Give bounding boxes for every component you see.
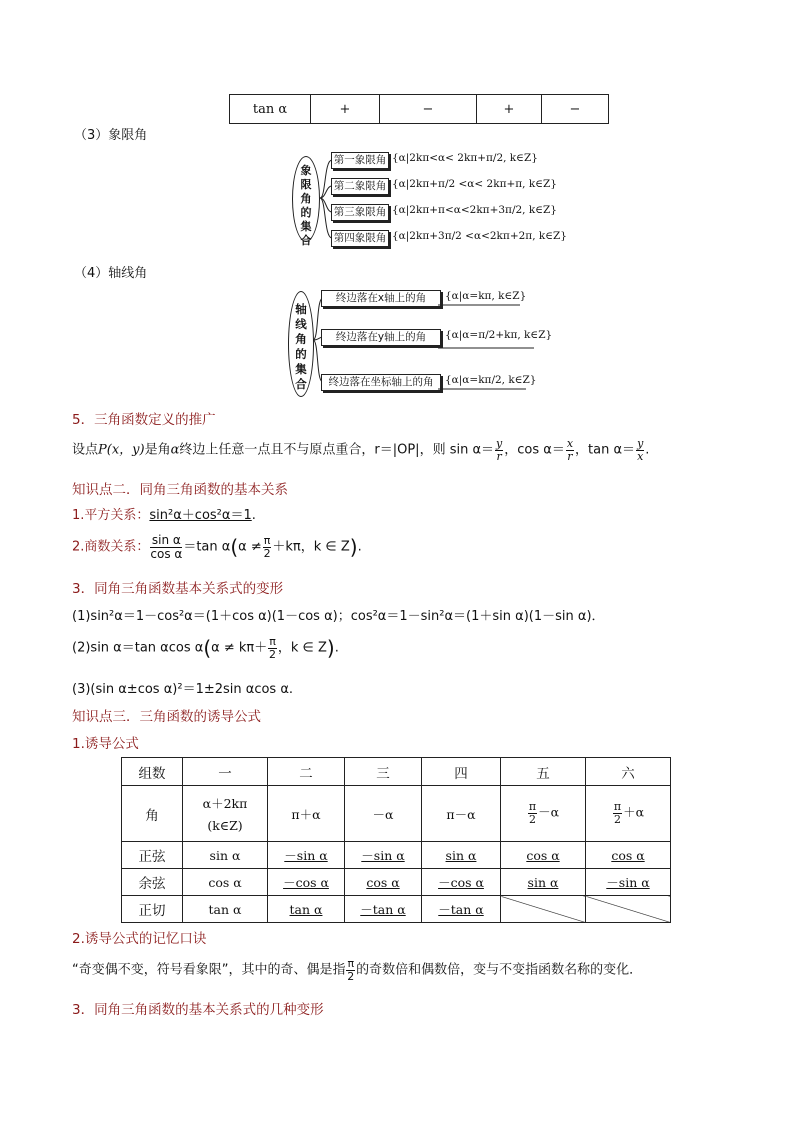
angle-5-fraction (528, 801, 537, 825)
k3-heading: 知识点三．三角函数的诱导公式 (72, 709, 261, 725)
sign-cell-label: tan α (230, 95, 311, 124)
mnemonic-text-a: “奇变偶不变，符号看象限”，其中的奇、偶是指 (72, 962, 346, 978)
group-cell: 五 (501, 758, 586, 786)
quadrant-set-3: {α|2kπ+π<α<2kπ+3π/2, k∈Z} (392, 204, 557, 216)
variant-denominator: 2 (269, 647, 277, 661)
table-row (122, 896, 671, 923)
axis-box-1: 终边落在x轴上的角 (321, 290, 441, 307)
mnemonic-fraction (346, 958, 355, 982)
variant-line-2: (2)sin α＝tan αcos α(α ≠ kπ＋ $\frac{\pi}{2}$ ，k ∈ Z). (72, 635, 339, 661)
induction-subheading: 1.诱导公式 (72, 736, 139, 752)
table-row (122, 869, 671, 896)
quotient-mid: ＝tan α (183, 539, 231, 555)
group-cell: 三 (345, 758, 422, 786)
cos-numerator: x (566, 437, 574, 450)
variant-line-2-cond: α ≠ kπ＋ (211, 640, 268, 656)
quotient-cond-numerator: π (263, 534, 271, 548)
tan-denominator: x (637, 449, 644, 463)
angle-cell: －α (345, 786, 422, 842)
sec5-point: P(x，y) (98, 442, 145, 458)
cosine-cell: cos α (345, 869, 422, 896)
angle-cell (586, 786, 671, 842)
sign-table (229, 94, 609, 124)
tangent-cell: －tan α (345, 896, 422, 923)
quotient-cond-denominator: 2 (263, 546, 271, 560)
sin-numerator: y (496, 437, 503, 450)
variants-subheading: 3．同角三角函数的基本关系式的几种变形 (72, 1002, 324, 1018)
angle-cell (183, 786, 268, 842)
quotient-cond: α ≠ (238, 539, 262, 555)
sine-cell: －sin α (268, 842, 345, 869)
axis-box-2: 终边落在y轴上的角 (321, 329, 441, 346)
variant-line-2-fraction (268, 636, 277, 660)
quadrant-heading: （3）象限角 (74, 128, 148, 143)
axis-set-2: {α|α=π/2+kπ, k∈Z} (445, 329, 553, 341)
cosine-cell: －sin α (586, 869, 671, 896)
sine-header: 正弦 (122, 842, 183, 869)
square-relation (72, 504, 256, 523)
angle-6-tail: ＋α (623, 805, 645, 820)
sign-cell: − (380, 95, 477, 124)
group-cell: 二 (268, 758, 345, 786)
tangent-cell-empty (586, 896, 671, 923)
tangent-cell: tan α (183, 896, 268, 923)
cosine-cell: cos α (183, 869, 268, 896)
induction-table (121, 757, 671, 923)
sign-cell: + (477, 95, 542, 124)
quotient-numerator: sin α (151, 533, 181, 547)
sine-cell: cos α (501, 842, 586, 869)
quotient-relation: 2.商数关系： $\frac{\text{sin α}}{\text{cos α}}$ ＝tan α(α ≠ $\frac{\pi}{2}$ ＋kπ，k ∈ Z). (72, 533, 362, 561)
tangent-header: 正切 (122, 896, 183, 923)
group-cell: 一 (183, 758, 268, 786)
angle-6-denominator: 2 (614, 813, 622, 826)
angle-1-formula: α＋2kπ (202, 796, 248, 811)
cosine-cell: sin α (501, 869, 586, 896)
quotient-label: 2.商数关系： (72, 539, 150, 555)
quadrant-set-4: {α|2kπ+3π/2 <α<2kπ+2π, k∈Z} (392, 230, 567, 242)
tan-numerator: y (637, 437, 644, 450)
sine-cell: －sin α (345, 842, 422, 869)
angle-cell: π＋α (268, 786, 345, 842)
quadrant-box-4: 第四象限角 (331, 230, 389, 247)
sin-fraction (495, 438, 503, 462)
quotient-cond: ＋kπ，k ∈ Z (272, 539, 350, 555)
sec5-text: ，tan α＝ (575, 442, 636, 458)
table-row (230, 95, 609, 124)
group-header: 组数 (122, 758, 183, 786)
cos-fraction (566, 438, 574, 462)
table-row (122, 842, 671, 869)
sin-denominator: r (496, 449, 502, 463)
axis-set-3: {α|α=kπ/2, k∈Z} (445, 374, 537, 386)
angle-5-numerator: π (528, 800, 537, 814)
sine-cell: cos α (586, 842, 671, 869)
group-cell: 六 (586, 758, 671, 786)
mnemonic-subheading: 2.诱导公式的记忆口诀 (72, 931, 207, 947)
quotient-fraction (150, 534, 182, 560)
tangent-cell: －tan α (422, 896, 501, 923)
quadrant-set-ellipse (292, 156, 320, 247)
sec5-heading: 5．三角函数定义的推广 (72, 412, 216, 428)
sec5-alpha: α (170, 442, 180, 458)
sine-cell: sin α (183, 842, 268, 869)
mnemonic-text (72, 958, 642, 982)
angle-cell (501, 786, 586, 842)
square-label: 1.平方关系： (72, 508, 150, 523)
cosine-cell: －cos α (268, 869, 345, 896)
mnemonic-denominator: 2 (347, 969, 355, 983)
variant-line-1: (1)sin²α＝1－cos²α＝(1＋cos α)(1－cos α)；cos²α＝1－sin²α＝(1＋sin α)(1－sin α)． (72, 609, 605, 624)
cosine-cell: －cos α (422, 869, 501, 896)
sine-cell: sin α (422, 842, 501, 869)
variant-line-2-text: (2)sin α＝tan αcos α (72, 640, 204, 656)
quotient-cond-fraction (263, 535, 272, 559)
axis-box-3: 终边落在坐标轴上的角 (321, 374, 441, 391)
variant-line-2-cond: ，k ∈ Z (277, 640, 327, 656)
tangent-cell: tan α (268, 896, 345, 923)
sign-cell: + (311, 95, 380, 124)
angle-5-denominator: 2 (529, 813, 537, 826)
quadrant-box-1: 第一象限角 (331, 152, 389, 169)
sec3-heading: 3．同角三角函数基本关系式的变形 (72, 581, 284, 597)
axis-underlines (438, 303, 538, 391)
quadrant-ellipse-label: 象限角的集合 (300, 164, 312, 247)
cosine-header: 余弦 (122, 869, 183, 896)
angle-1-condition: (k∈Z) (207, 818, 243, 833)
sign-cell: − (542, 95, 609, 124)
axis-set-ellipse (288, 291, 314, 397)
variant-line-3: (3)(sin α±cos α)²＝1±2sin αcos α. (72, 682, 294, 697)
group-cell: 四 (422, 758, 501, 786)
quadrant-box-2: 第二象限角 (331, 178, 389, 195)
mnemonic-numerator: π (347, 957, 355, 970)
sec5-text: ，cos α＝ (504, 442, 565, 458)
quadrant-set-1: {α|2kπ<α< 2kπ+π/2, k∈Z} (392, 152, 538, 164)
tangent-cell-empty (501, 896, 586, 923)
cos-denominator: r (567, 449, 573, 463)
sec5-definition (72, 438, 649, 462)
quotient-denominator: cos α (150, 546, 183, 561)
axis-ellipse-label: 轴线角的集合 (295, 302, 307, 391)
angle-header: 角 (122, 786, 183, 842)
quadrant-set-2: {α|2kπ+π/2 <α< 2kπ+π, k∈Z} (392, 178, 557, 190)
axis-set-1: {α|α=kπ, k∈Z} (445, 290, 527, 302)
mnemonic-text-b: 的奇数倍和偶数倍，变与不变指函数名称的变化． (356, 962, 643, 978)
sec5-text: 设点 (72, 442, 99, 458)
quotient-end: . (357, 539, 362, 555)
variant-line-2-end: . (334, 640, 339, 656)
angle-cell: π－α (422, 786, 501, 842)
sec5-end: . (645, 442, 650, 458)
variant-numerator: π (269, 635, 276, 648)
tan-fraction (636, 438, 644, 462)
square-end: . (251, 508, 256, 523)
k2-heading: 知识点二．同角三角函数的基本关系 (72, 482, 288, 498)
angle-6-numerator: π (613, 800, 622, 814)
sec5-text: 是角 (144, 442, 171, 458)
quadrant-box-3: 第三象限角 (331, 204, 389, 221)
table-row (122, 786, 671, 842)
sec5-text: 终边上任意一点且不与原点重合，r＝|OP|，则 sin α＝ (179, 442, 495, 458)
angle-6-fraction (613, 801, 622, 825)
table-row (122, 758, 671, 786)
angle-5-tail: －α (538, 805, 560, 820)
axis-heading: （4）轴线角 (74, 266, 148, 281)
square-formula: sin²α＋cos²α＝1 (149, 508, 252, 523)
